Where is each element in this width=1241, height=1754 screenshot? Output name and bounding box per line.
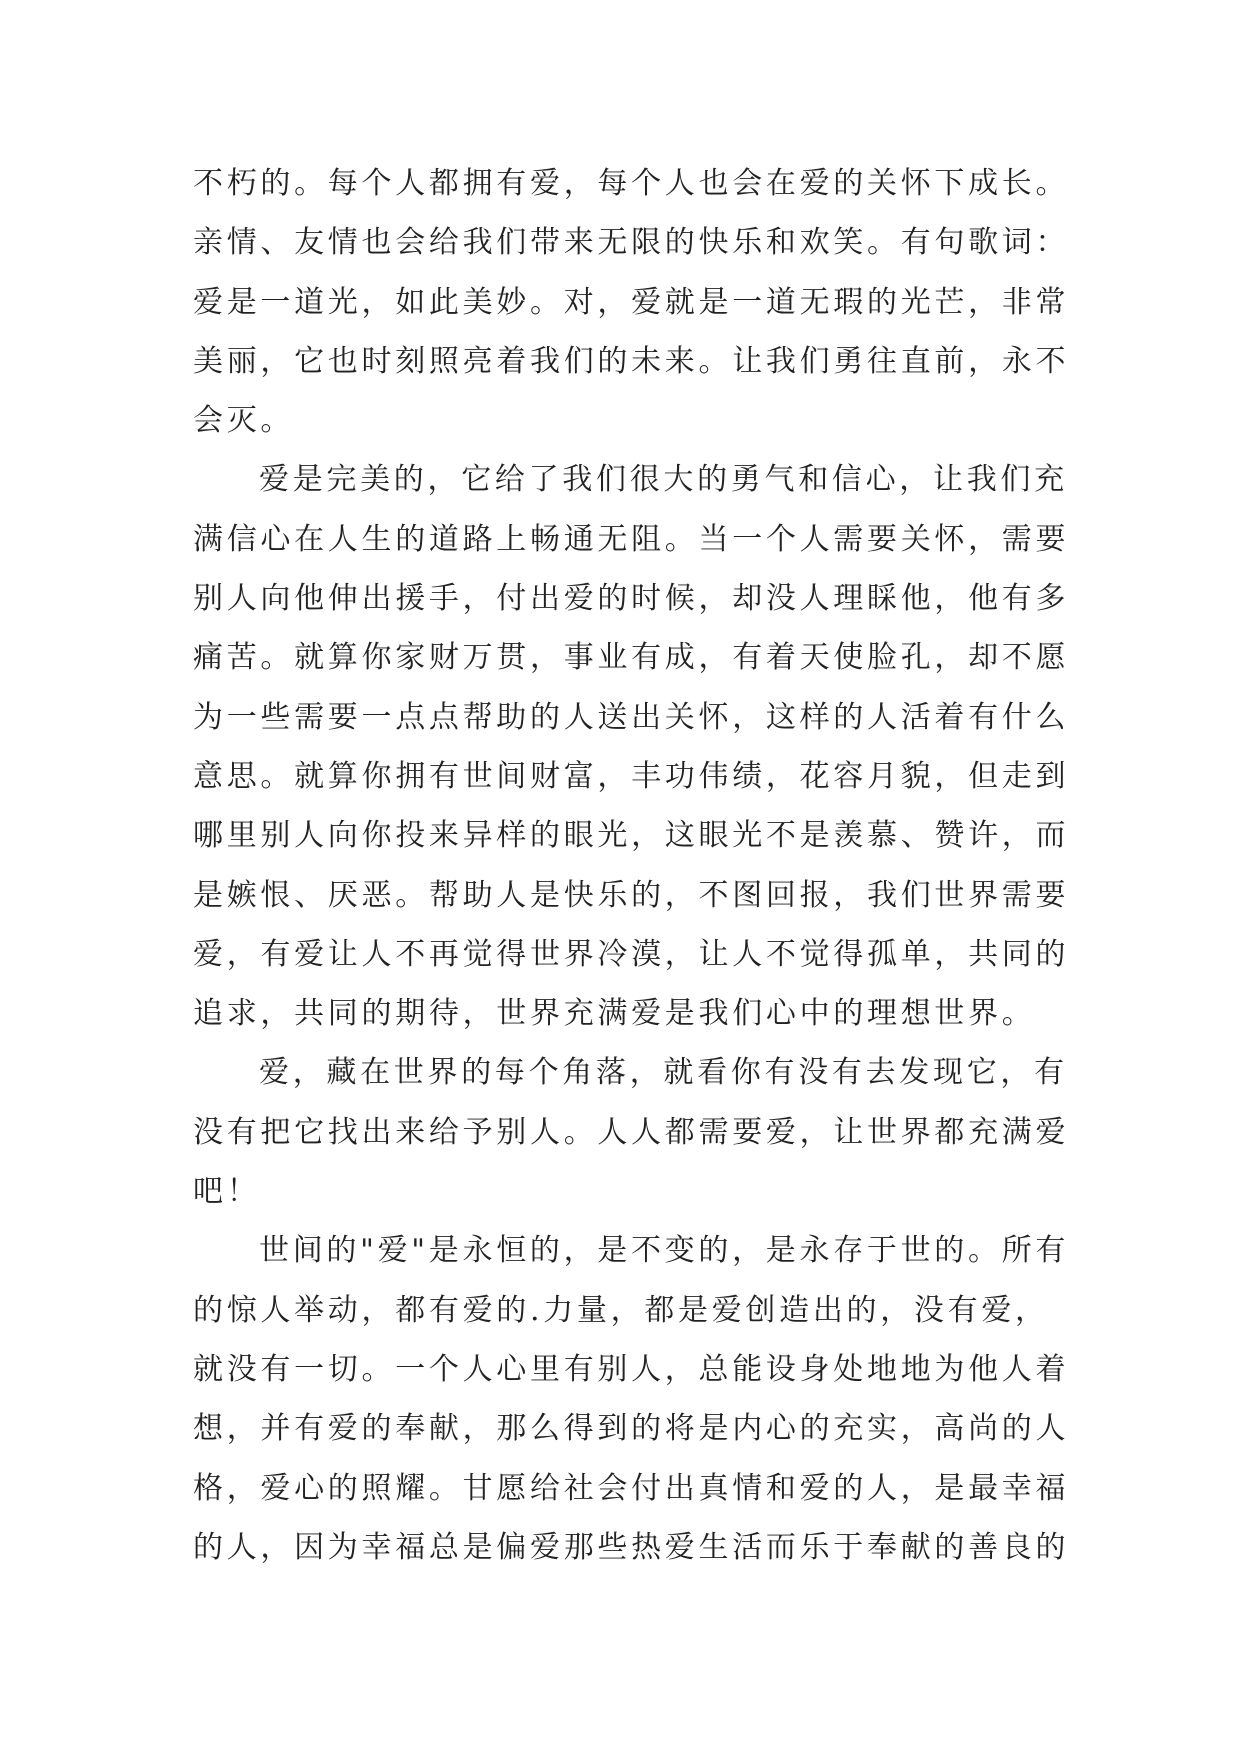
text-line: 哪里别人向你投来异样的眼光，这眼光不是羡慕、赞许，而 xyxy=(193,818,1070,854)
text-line: 意思。就算你拥有世间财富，丰功伟绩，花容月貌，但走到 xyxy=(193,758,1070,794)
text-line: 不朽的。每个人都拥有爱，每个人也会在爱的关怀下成长。 xyxy=(193,166,1070,201)
text-line: 爱，藏在世界的每个角落，就看你有没有去发现它，有 xyxy=(259,1055,1068,1091)
text-line: 亲情、友情也会给我们带来无限的快乐和欢笑。有句歌词： xyxy=(193,225,1070,261)
document-body xyxy=(193,154,1070,1577)
text-line: 的人，因为幸福总是偏爱那些热爱生活而乐于奉献的善良的 xyxy=(193,1529,1070,1565)
text-line: 爱，有爱让人不再觉得世界冷漠，让人不觉得孤单，共同的 xyxy=(193,936,1070,972)
paragraph-2 xyxy=(193,450,1070,1043)
text-line: 别人向他伸出援手，付出爱的时候，却没人理睬他，他有多 xyxy=(193,581,1070,617)
text-line: 格，爱心的照耀。甘愿给社会付出真情和爱的人，是最幸福 xyxy=(193,1470,1070,1506)
text-line: 世间的"爱"是永恒的，是不变的，是永存于世的。所有 xyxy=(259,1233,1070,1269)
text-line: 痛苦。就算你家财万贯，事业有成，有着天使脸孔，却不愿 xyxy=(193,640,1070,676)
text-line: 吧！ xyxy=(193,1174,261,1210)
text-line: 爱是完美的，它给了我们很大的勇气和信心，让我们充 xyxy=(259,462,1068,498)
text-line: 爱是一道光，如此美妙。对，爱就是一道无瑕的光芒，非常 xyxy=(193,284,1070,320)
text-line: 为一些需要一点点帮助的人送出关怀，这样的人活着有什么 xyxy=(193,699,1070,735)
text-line: 追求，共同的期待，世界充满爱是我们心中的理想世界。 xyxy=(193,996,1036,1032)
text-line: 美丽，它也时刻照亮着我们的未来。让我们勇往直前，永不 xyxy=(193,343,1070,379)
text-line: 的惊人举动，都有爱的.力量，都是爱创造出的，没有爱， xyxy=(193,1292,1049,1328)
text-line: 就没有一切。一个人心里有别人，总能设身处地地为他人着 xyxy=(193,1351,1070,1387)
paragraph-3 xyxy=(193,1043,1070,1221)
text-line: 没有把它找出来给予别人。人人都需要爱，让世界都充满爱 xyxy=(193,1114,1070,1150)
paragraph-4 xyxy=(193,1221,1070,1577)
text-line: 是嫉恨、厌恶。帮助人是快乐的，不图回报，我们世界需要 xyxy=(193,877,1070,913)
paragraph-1 xyxy=(193,154,1070,450)
text-line: 会灭。 xyxy=(193,403,295,439)
text-line: 满信心在人生的道路上畅通无阻。当一个人需要关怀，需要 xyxy=(193,521,1070,557)
text-line: 想，并有爱的奉献，那么得到的将是内心的充实，高尚的人 xyxy=(193,1411,1070,1447)
